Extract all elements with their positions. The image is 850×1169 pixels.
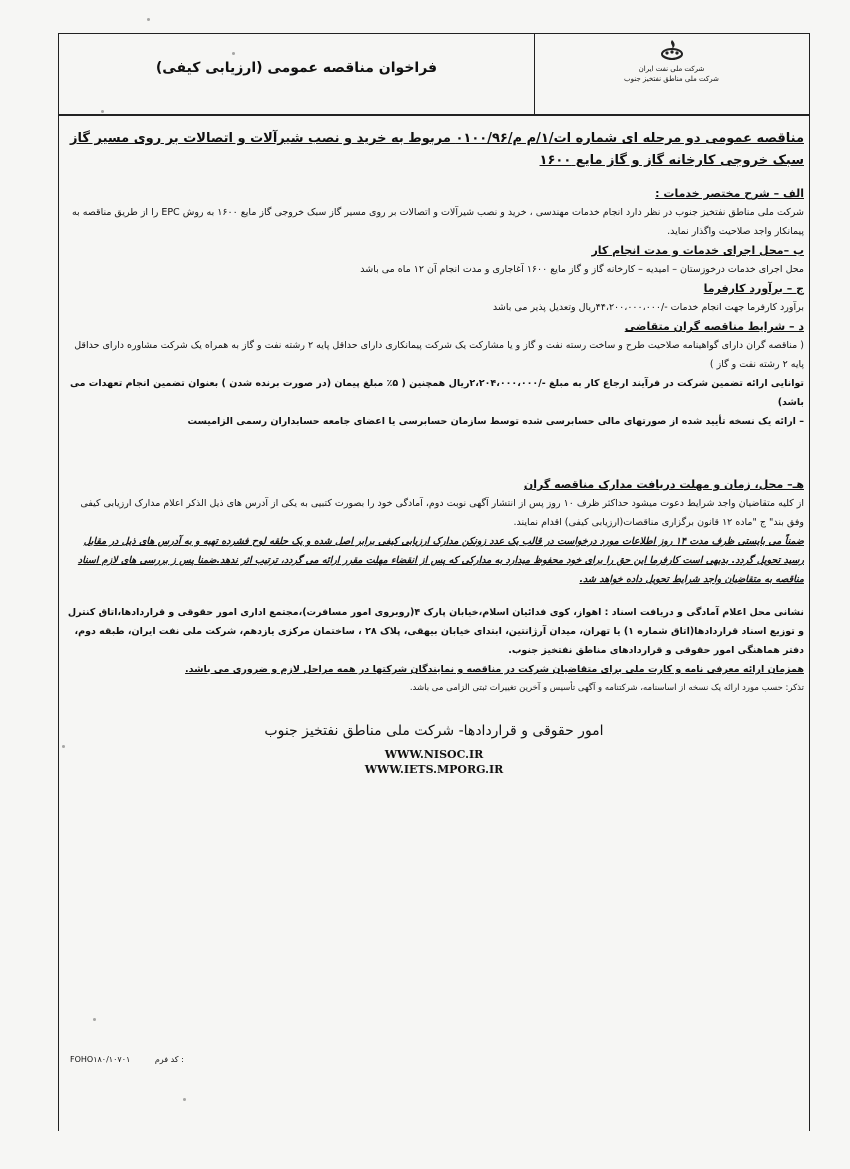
form-code-value: FOHO۱۸۰/۱۰۷۰۱ bbox=[70, 1055, 131, 1064]
section-d-heading: د – شرایط مناقصه گران متقاضی bbox=[624, 320, 804, 333]
header-box bbox=[58, 33, 810, 115]
section-d-text2: توانایی ارائه تضمین شرکت در فرآیند ارجاع کار به مبلغ -/۲،۲۰۴،۰۰۰،۰۰۰ریال همچنین ( ۵٪ مبلغ پیمان (در صورت برنده شدن ) بعنوان تضمین انجام تعهدات می باشد) bbox=[69, 378, 804, 408]
section-c-heading: ج – برآورد کارفرما bbox=[703, 282, 804, 295]
form-code-label: کد فرم : bbox=[154, 1055, 184, 1064]
tender-title: مناقصه عمومی دو مرحله ای شماره ات/۱/م م/۰۱۰۰/۹۶ مربوط به خرید و نصب شیرآلات و اتصالات بر روی مسیر گاز سبک خروجی کارخانه گاز و گاز مایع ۱۶۰۰ bbox=[70, 131, 804, 168]
company-logo-block bbox=[534, 38, 809, 84]
section-a-heading: الف – شرح مختصر خدمات : bbox=[655, 187, 804, 200]
company-name-line1: شرکت ملی نفت ایران bbox=[638, 65, 705, 73]
footer-url-iets: WWW.IETS.MPORG.IR bbox=[364, 763, 504, 776]
company-name-line2: شرکت ملی مناطق نفتخیز جنوب bbox=[624, 75, 719, 83]
flame-logo-icon bbox=[659, 38, 685, 62]
footer-department: امور حقوقی و قراردادها- شرکت ملی مناطق نفتخیز جنوب bbox=[264, 723, 604, 739]
address-text: نشانی محل اعلام آمادگی و دریافت اسناد : اهواز، کوی فدائیان اسلام،خیابان پارک ۴(روبروی امور مسافرت)،مجتمع اداری امور حقوقی و قراردادها،اتاق کنترل و توزیع اسناد قراردادها(اتاق شماره ۱) یا تهران، میدان آرژانتین، ابتدای خیابان بیهقی، پلاک ۲۸ ، ساختمان مرکزی یازدهم، شرکت ملی نفت ایران، طبقه دوم، دفتر هماهنگی امور حقوقی و قراردادهای مناطق نفتخیز جنوب. bbox=[67, 607, 804, 656]
header-title: فراخوان مناقصه عمومی (ارزیابی کیفی) bbox=[155, 60, 438, 76]
section-b-heading: ب –محل اجرای خدمات و مدت انجام کار bbox=[591, 244, 804, 257]
section-c-text: برآورد کارفرما جهت انجام خدمات -/۴۴،۲۰۰،۰۰۰،۰۰۰ریال وتعدیل پذیر می باشد bbox=[492, 302, 804, 313]
section-b-text: محل اجرای خدمات درخوزستان – امیدیه – کارخانه گاز و گاز مایع ۱۶۰۰ آغاجاری و مدت انجام آن ۱۲ ماه می باشد bbox=[360, 264, 804, 275]
section-d-text3: – ارائه یک نسخه تأیید شده از صورتهای مالی حسابرسی شده توسط سازمان حسابرسی یا اعضای جامعه حسابداران رسمی الزامیست bbox=[187, 416, 804, 427]
intro-letter-text: همزمان ارائه معرفی نامه و کارت ملی برای متقاضیان شرکت در مناقصه و نمایندگان شرکتها در همه مراحل لازم و ضروری می باشد. bbox=[185, 664, 804, 675]
section-e-heading: هـ– محل، زمان و مهلت دریافت مدارک مناقصه گران bbox=[523, 478, 804, 491]
section-a-text: شرکت ملی مناطق نفتخیز جنوب در نظر دارد انجام خدمات مهندسی ، خرید و نصب شیرآلات و اتصالات بر روی مسیر گاز سبک خروجی گاز مایع ۱۶۰۰ به روش EPC را از طریق مناقصه به پیمانکار واجد صلاحیت واگذار نماید. bbox=[71, 207, 804, 237]
form-code bbox=[70, 1055, 184, 1064]
footer-block bbox=[64, 722, 804, 777]
section-d-text1: ( مناقصه گران دارای گواهینامه صلاحیت طرح و ساخت رسته نفت و گاز و یا مشارکت یک شرکت پیمانکاری دارای حداقل پایه ۲ رشته نفت و گاز به همراه یک شرکت مشاوره دارای حداقل پایه ۲ رشته نفت و گاز ) bbox=[74, 340, 804, 370]
section-e-text1: از کلیه متقاضیان واجد شرایط دعوت میشود حداکثر ظرف ۱۰ روز پس از انتشار آگهی نوبت دوم، آمادگی خود را بصورت کتبیی به یکی از آدرس های ذیل الذکر اعلام مدارک ارزیابی کیفی وفق بند" ج "ماده ۱۲ قانون برگزاری مناقصات(ارزیابی کیفی) اقدام نمایند. bbox=[80, 498, 804, 528]
note-text: تذکر: حسب مورد ارائه یک نسخه از اساسنامه، شرکتنامه و آگهی تأسیس و آخرین تغییرات ثبتی الزامی می باشد. bbox=[409, 683, 804, 693]
section-e-text2: ضمناً می بایستی ظرف مدت ۱۴ روز اطلاعات مورد درخواست در قالب یک عدد زونکن مدارک ارزیابی کیفی برابر اصل شده و یک حلقه لوح فشرده تهیه و به آدرس های ذیل در مقابل رسید تحویل گردد. بدیهی است کارفرما این حق را برای خود محفوظ میدارد به مدارکی که پس از انقضاء مهلت مقرر ارائه می گردد، ترتیب اثر ندهد.ضمنا پس ز بررسی های لازم اسناد مناقصه به متقاضیان واجد شرایط تحویل داده خواهد شد. bbox=[77, 536, 804, 585]
footer-url-nisoc: WWW.NISOC.IR bbox=[384, 748, 484, 761]
document-content bbox=[64, 128, 804, 777]
